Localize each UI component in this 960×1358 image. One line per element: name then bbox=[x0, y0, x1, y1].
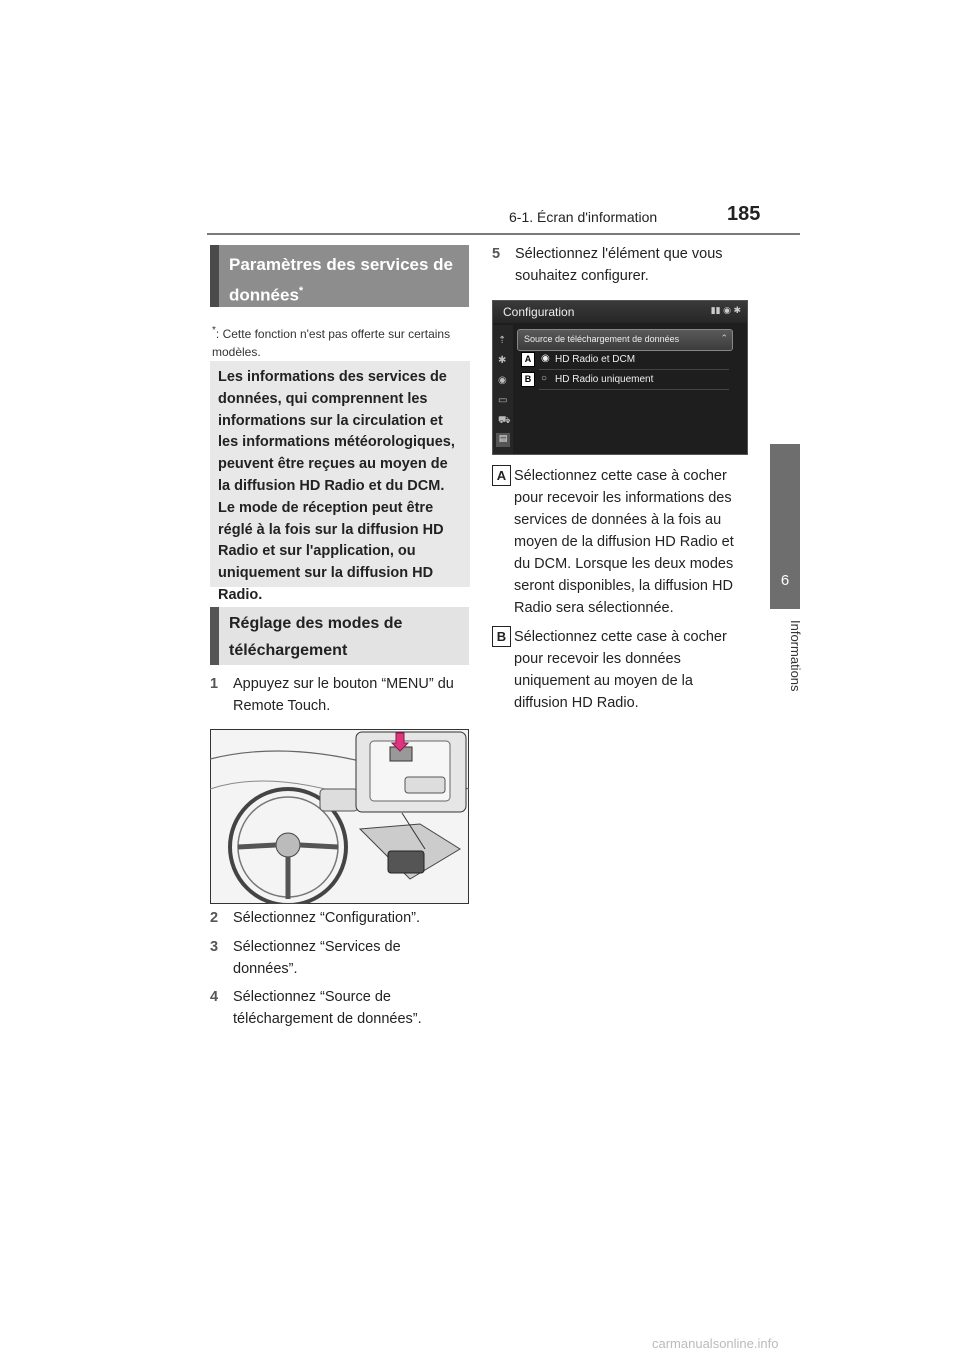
heading-download-modes-text: Réglage des modes de téléchargement bbox=[229, 615, 403, 659]
chevron-up-icon: ⌃ bbox=[720, 333, 728, 343]
bluetooth-icon[interactable]: ✱ bbox=[498, 355, 507, 366]
step-4 bbox=[210, 986, 468, 1030]
display-icon[interactable]: ▭ bbox=[498, 395, 508, 406]
step-5-text: Sélectionnez l'élément que vous souhaitez configurer. bbox=[515, 246, 723, 284]
step-5 bbox=[492, 243, 750, 287]
footnote-mark: * bbox=[212, 325, 216, 336]
heading-asterisk: * bbox=[298, 285, 304, 297]
step-4-number: 4 bbox=[210, 989, 219, 1005]
header-divider bbox=[207, 233, 800, 235]
option-hd-radio-dcm[interactable] bbox=[539, 351, 729, 370]
footnote bbox=[212, 322, 470, 361]
page-number: 185 bbox=[727, 203, 761, 225]
download-source-label: Source de téléchargement de données bbox=[524, 334, 680, 344]
note-b bbox=[492, 626, 750, 714]
step-1-text: Appuyez sur le bouton “MENU” du Remote Touch. bbox=[233, 676, 454, 714]
heading-data-services-text: Paramètres des services de données bbox=[229, 255, 453, 305]
section-title: 6-1. Écran d'information bbox=[509, 209, 658, 225]
screen-title-bar bbox=[493, 301, 747, 323]
summary-box bbox=[210, 361, 470, 603]
heading-download-modes bbox=[210, 607, 469, 665]
vehicle-icon[interactable]: ⛟ bbox=[498, 415, 511, 426]
callout-b: B bbox=[521, 372, 535, 387]
heading-data-services bbox=[210, 245, 469, 307]
step-2 bbox=[210, 907, 468, 929]
option-hd-radio-only[interactable] bbox=[539, 371, 729, 390]
status-icons: ▮▮ ◉ ✱ bbox=[710, 305, 741, 315]
step-1 bbox=[210, 673, 468, 717]
note-a-text: Sélectionnez cette case à cocher pour recevoir les informations des services de données à la fois au moyen de la diffusion HD Radio et du DCM. Lorsque les deux modes seront disponibles, la diffusion HD Radio sera sélectionnée. bbox=[514, 468, 734, 616]
screen-title: Configuration bbox=[503, 305, 575, 319]
callout-a: A bbox=[521, 352, 535, 367]
step-2-number: 2 bbox=[210, 910, 219, 926]
screen-side-menu bbox=[493, 325, 513, 455]
watermark: carmanualsonline.info bbox=[652, 1336, 779, 1351]
wifi-icon[interactable]: ⇡ bbox=[498, 335, 507, 346]
radio-selected-icon: ◉ bbox=[541, 353, 550, 364]
note-b-marker: B bbox=[492, 626, 511, 647]
step-3-number: 3 bbox=[210, 939, 219, 955]
download-source-row[interactable] bbox=[517, 329, 733, 351]
step-5-number: 5 bbox=[492, 246, 501, 262]
radio-unselected-icon: ○ bbox=[541, 373, 548, 384]
footnote-text: : Cette fonction n'est pas offerte sur certains modèles. bbox=[212, 327, 451, 359]
note-b-text: Sélectionnez cette case à cocher pour recevoir les données uniquement au moyen de la diffusion HD Radio. bbox=[514, 629, 727, 711]
note-a-marker: A bbox=[492, 465, 511, 486]
step-4-text: Sélectionnez “Source de téléchargement de données”. bbox=[233, 989, 422, 1027]
option-hd-radio-dcm-label: HD Radio et DCM bbox=[555, 354, 636, 365]
config-screen bbox=[492, 300, 748, 455]
step-2-text: Sélectionnez “Configuration”. bbox=[233, 910, 420, 926]
remote-touch-illustration bbox=[210, 729, 469, 904]
chapter-number: 6 bbox=[780, 572, 790, 589]
summary-text: Les informations des services de données, qui comprennent les informations sur la circulation et les informations météorologiques, peuvent être reçues au moyen de la diffusion HD Radio et du DCM. Le mode de réception peut être réglé à la fois sur la diffusion HD Radio et sur l'application, ou uniquement sur la diffusion HD Radio. bbox=[218, 369, 455, 603]
chapter-label: Informations bbox=[788, 620, 803, 692]
step-3 bbox=[210, 936, 468, 980]
step-3-text: Sélectionnez “Services de données”. bbox=[233, 939, 401, 977]
data-services-icon[interactable]: ▤ bbox=[496, 433, 510, 447]
sound-icon[interactable]: ◉ bbox=[498, 375, 507, 386]
chapter-tab bbox=[770, 444, 800, 609]
remote-touch-drawing bbox=[210, 729, 469, 904]
step-1-number: 1 bbox=[210, 676, 219, 692]
note-a bbox=[492, 465, 750, 619]
option-hd-radio-only-label: HD Radio uniquement bbox=[555, 374, 654, 385]
